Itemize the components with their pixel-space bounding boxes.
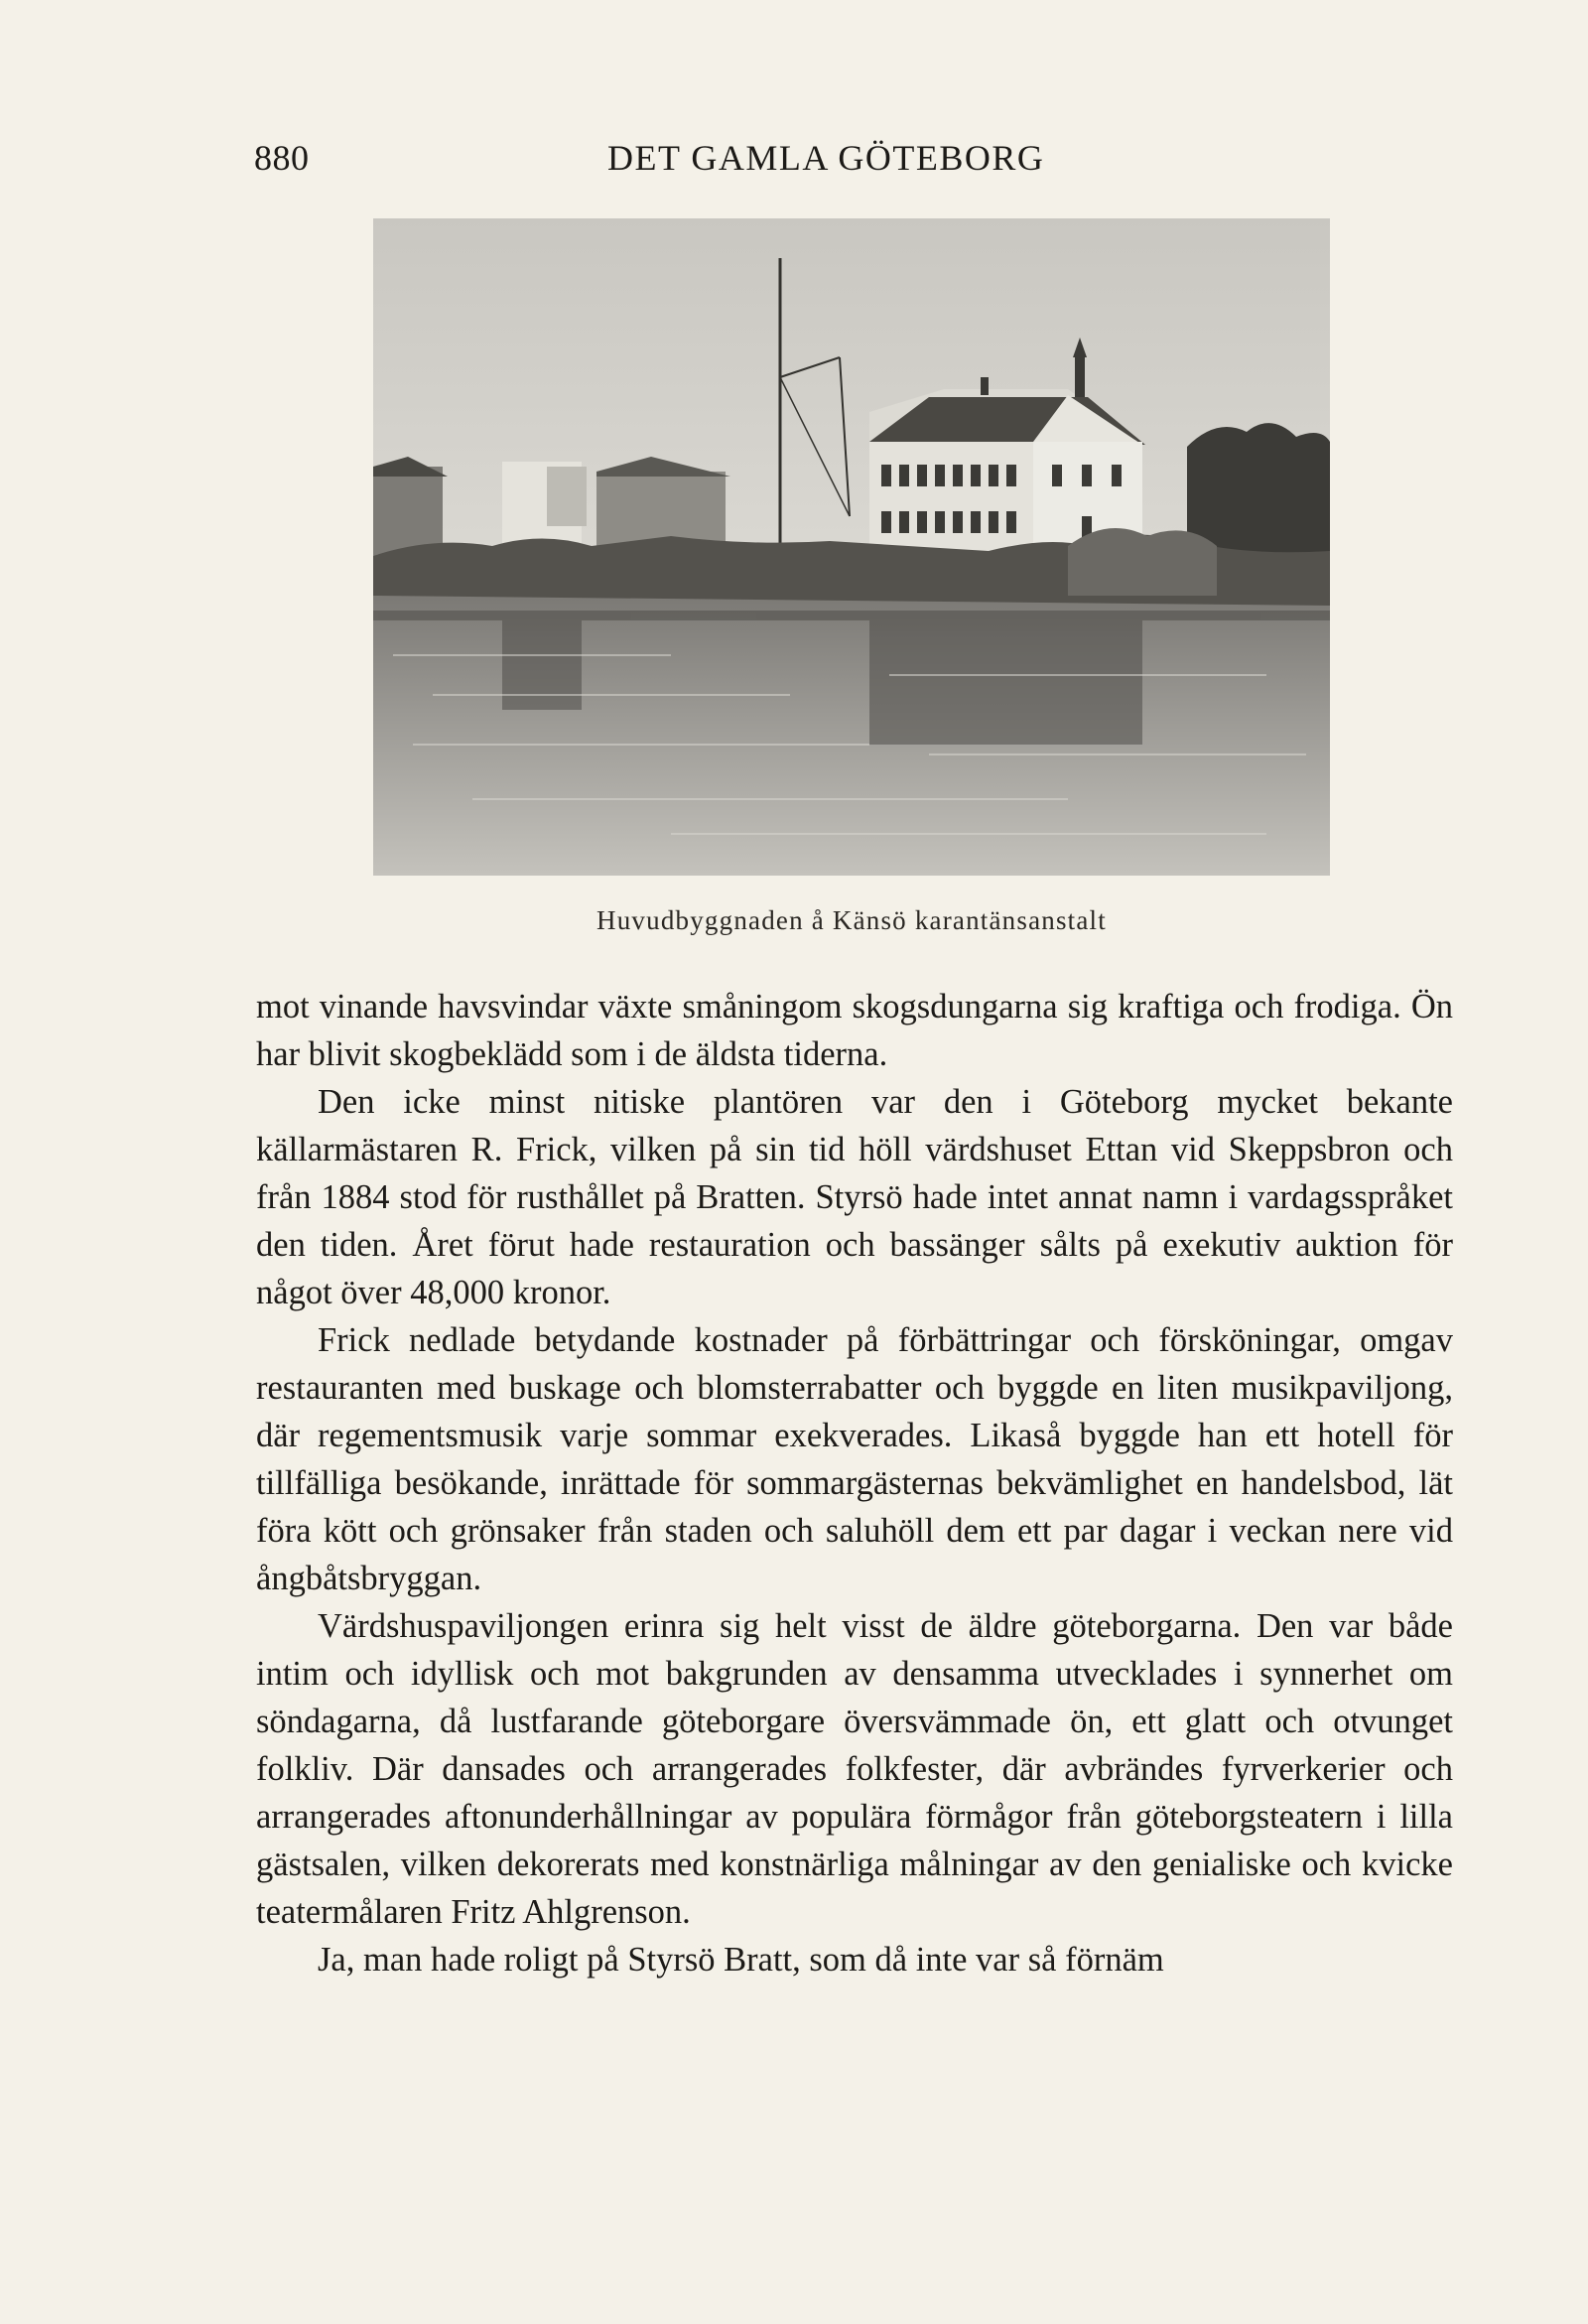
paragraph: mot vinande havsvindar växte småningom skogsdungarna sig kraftiga och frodiga. Ön har blivit skogbeklädd som i de äldsta tiderna. — [256, 988, 1453, 1073]
figure-caption: Huvudbyggnaden å Känsö karantänsanstalt — [596, 905, 1107, 935]
paragraph: Frick nedlade betydande kostnader på förbättringar och försköningar, omgav restauranten med buskage och blomsterrabatter och byggde en liten musikpaviljong, där regementsmusik varje sommar exekverades. Likaså byggde han ett hotell för tillfälliga besökande, inrättade för sommargästernas bekvämlighet en handelsbod, lät föra kött och grönsaker från staden och saluhöll dem ett par dagar i veckan nere vid ångbåtsbryggan. — [256, 1321, 1453, 1597]
paragraph: Ja, man hade roligt på Styrsö Bratt, som då inte var så förnäm — [318, 1941, 1164, 1979]
photograph-quarantine-building — [373, 218, 1330, 876]
body-text — [256, 983, 1453, 1983]
page-number: 880 — [254, 138, 310, 178]
paragraph: Den icke minst nitiske plantören var den i Göteborg mycket bekante källarmästaren R. Frick, vilken på sin tid höll värdshuset Ettan vid Skeppsbron och från 1884 stod för rusthållet på Bratten. Styrsö hade intet annat namn i vardagsspråket den tiden. Året förut hade restauration och bassänger sålts på exekutiv auktion för något över 48,000 kronor. — [256, 1083, 1453, 1311]
paragraph: Värdshuspaviljongen erinra sig helt visst de äldre göteborgarna. Den var både intim och idyllisk och mot bakgrunden av densamma utvecklades i synnerhet om söndagarna, då lustfarande göteborgare översvämmade ön, ett glatt och otvunget folkliv. Där dansades och arrangerades folkfester, där avbrändes fyrverkerier och arrangerades aftonunderhållningar av populära förmågor från göteborgsteatern i lilla gästsalen, vilken dekorerats med konstnärliga målningar av den genialiske och kvicke teatermålaren Fritz Ahlgrenson. — [256, 1607, 1453, 1931]
photograph-illustration — [373, 218, 1330, 876]
running-head: DET GAMLA GÖTEBORG — [607, 138, 1045, 178]
